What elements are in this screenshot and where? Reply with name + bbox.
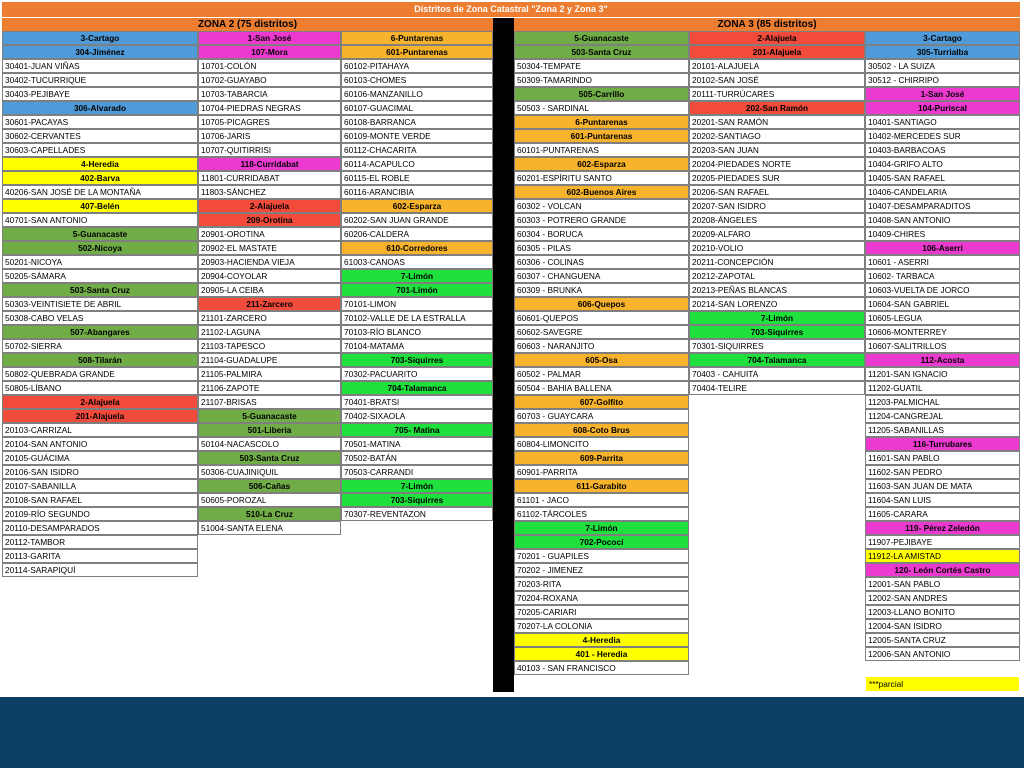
district-cell: 60102-PITAHAYA bbox=[341, 59, 493, 73]
district-cell: 10702-GUAYABO bbox=[198, 73, 341, 87]
district-cell: 12005-SANTA CRUZ bbox=[865, 633, 1020, 647]
district-cell: 21105-PALMIRA bbox=[198, 367, 341, 381]
district-cell: 10703-TABARCIA bbox=[198, 87, 341, 101]
district-cell: 10405-SAN RAFAEL bbox=[865, 171, 1020, 185]
district-cell: 11202-GUATIL bbox=[865, 381, 1020, 395]
district-cell: 10704-PIEDRAS NEGRAS bbox=[198, 101, 341, 115]
district-cell: 60116-ARANCIBIA bbox=[341, 185, 493, 199]
district-cell: 60112-CHACARITA bbox=[341, 143, 493, 157]
district-cell: 70101-LIMON bbox=[341, 297, 493, 311]
district-cell: 10606-MONTERREY bbox=[865, 325, 1020, 339]
district-cell: 70503-CARRANDI bbox=[341, 465, 493, 479]
district-cell: 40206-SAN JOSÉ DE LA MONTAÑA bbox=[2, 185, 198, 199]
region-header: 5-Guanacaste bbox=[514, 31, 689, 45]
district-cell: 70102-VALLE DE LA ESTRALLA bbox=[341, 311, 493, 325]
district-cell: 60304 - BORUCA bbox=[514, 227, 689, 241]
district-cell: 10707-QUITIRRISI bbox=[198, 143, 341, 157]
district-cell: 60201-ESPÍRITU SANTO bbox=[514, 171, 689, 185]
region-header: 701-Limón bbox=[341, 283, 493, 297]
district-cell: 70302-PACUARITO bbox=[341, 367, 493, 381]
district-cell: 12002-SAN ANDRES bbox=[865, 591, 1020, 605]
district-cell: 30601-PACAYAS bbox=[2, 115, 198, 129]
district-cell: 20105-GUÁCIMA bbox=[2, 451, 198, 465]
district-cell: 10403-BARBACOAS bbox=[865, 143, 1020, 157]
district-cell: 60103-CHOMES bbox=[341, 73, 493, 87]
district-cell: 50303-VEINTISIETE DE ABRIL bbox=[2, 297, 198, 311]
district-cell: 11205-SABANILLAS bbox=[865, 423, 1020, 437]
region-header: 606-Quepos bbox=[514, 297, 689, 311]
region-header: 3-Cartago bbox=[2, 31, 198, 45]
region-header: 508-Tilarán bbox=[2, 353, 198, 367]
region-header: 507-Abangares bbox=[2, 325, 198, 339]
district-cell: 60703 - GUAYCARA bbox=[514, 409, 689, 423]
district-cell: 11602-SAN PEDRO bbox=[865, 465, 1020, 479]
district-cell: 50605-POROZAL bbox=[198, 493, 341, 507]
district-cell: 10602- TARBACA bbox=[865, 269, 1020, 283]
district-cell: 70103-RÍO BLANCO bbox=[341, 325, 493, 339]
district-cell: 60502 - PALMAR bbox=[514, 367, 689, 381]
district-cell: 10406-CANDELARIA bbox=[865, 185, 1020, 199]
region-header: 703-Siquirres bbox=[341, 493, 493, 507]
region-header: 104-Puriscal bbox=[865, 101, 1020, 115]
district-cell: 60109-MONTE VERDE bbox=[341, 129, 493, 143]
district-cell: 60504 - BAHIA BALLENA bbox=[514, 381, 689, 395]
district-cell: 50205-SÁMARA bbox=[2, 269, 198, 283]
district-cell: 20113-GARITA bbox=[2, 549, 198, 563]
district-cell: 20901-OROTINA bbox=[198, 227, 341, 241]
district-cell: 20201-SAN RAMÓN bbox=[689, 115, 865, 129]
district-cell: 20904-COYOLAR bbox=[198, 269, 341, 283]
district-cell: 70202 - JIMENEZ bbox=[514, 563, 689, 577]
district-cell: 20214-SAN LORENZO bbox=[689, 297, 865, 311]
district-cell: 20107-SABANILLA bbox=[2, 479, 198, 493]
region-header: 4-Heredia bbox=[514, 633, 689, 647]
district-cell: 60601-QUEPOS bbox=[514, 311, 689, 325]
region-header: 601-Puntarenas bbox=[341, 45, 493, 59]
district-cell: 50309-TAMARINDO bbox=[514, 73, 689, 87]
region-header: 510-La Cruz bbox=[198, 507, 341, 521]
district-cell: 10401-SANTIAGO bbox=[865, 115, 1020, 129]
region-header: 503-Santa Cruz bbox=[514, 45, 689, 59]
district-cell: 70403 - CAHUITA bbox=[689, 367, 865, 381]
district-cell: 12004-SAN ISIDRO bbox=[865, 619, 1020, 633]
district-cell: 50201-NICOYA bbox=[2, 255, 198, 269]
region-header: 1-San José bbox=[865, 87, 1020, 101]
district-cell: 10402-MERCEDES SUR bbox=[865, 129, 1020, 143]
region-header: 506-Cañas bbox=[198, 479, 341, 493]
region-header: 608-Coto Brus bbox=[514, 423, 689, 437]
region-header: 6-Puntarenas bbox=[341, 31, 493, 45]
partial-note: ***parcial bbox=[866, 677, 1019, 691]
district-cell: 20104-SAN ANTONIO bbox=[2, 437, 198, 451]
district-cell: 20212-ZAPOTAL bbox=[689, 269, 865, 283]
district-cell: 30602-CERVANTES bbox=[2, 129, 198, 143]
region-header: 211-Zarcero bbox=[198, 297, 341, 311]
region-header: 304-Jiménez bbox=[2, 45, 198, 59]
region-header: 7-Limón bbox=[341, 269, 493, 283]
district-cell: 70201 - GUAPILES bbox=[514, 549, 689, 563]
district-cell: 60603 - NARANJITO bbox=[514, 339, 689, 353]
district-cell: 60305 - PILAS bbox=[514, 241, 689, 255]
district-cell: 40103 - SAN FRANCISCO bbox=[514, 661, 689, 675]
district-cell: 12001-SAN PABLO bbox=[865, 577, 1020, 591]
district-cell: 10408-SAN ANTONIO bbox=[865, 213, 1020, 227]
district-cell: 30401-JUAN VIÑAS bbox=[2, 59, 198, 73]
district-cell: 11801-CURRIDABAT bbox=[198, 171, 341, 185]
region-header: 502-Nicoya bbox=[2, 241, 198, 255]
region-header: 503-Santa Cruz bbox=[2, 283, 198, 297]
district-cell: 20103-CARRIZAL bbox=[2, 423, 198, 437]
district-cell: 20211-CONCEPCIÓN bbox=[689, 255, 865, 269]
district-cell: 20102-SAN JOSÉ bbox=[689, 73, 865, 87]
district-cell: 21103-TAPESCO bbox=[198, 339, 341, 353]
region-header: 503-Santa Cruz bbox=[198, 451, 341, 465]
district-cell: 60107-GUACIMAL bbox=[341, 101, 493, 115]
district-cell: 20905-LA CEIBA bbox=[198, 283, 341, 297]
district-cell: 30603-CAPELLADES bbox=[2, 143, 198, 157]
region-header: 306-Alvarado bbox=[2, 101, 198, 115]
region-header: 501-Liberia bbox=[198, 423, 341, 437]
region-header: 704-Talamanca bbox=[689, 353, 865, 367]
district-cell: 70205-CARIARI bbox=[514, 605, 689, 619]
district-cell: 60115-EL ROBLE bbox=[341, 171, 493, 185]
district-cell: 10407-DESAMPARADITOS bbox=[865, 199, 1020, 213]
region-header: 505-Carrillo bbox=[514, 87, 689, 101]
district-cell: 20101-ALAJUELA bbox=[689, 59, 865, 73]
region-header: 704-Talamanca bbox=[341, 381, 493, 395]
district-cell: 11203-PALMICHAL bbox=[865, 395, 1020, 409]
region-header: 401 - Heredia bbox=[514, 647, 689, 661]
district-cell: 20209-ALFARO bbox=[689, 227, 865, 241]
district-cell: 70502-BATÁN bbox=[341, 451, 493, 465]
zone-2-header: ZONA 2 (75 distritos) bbox=[2, 18, 493, 32]
district-cell: 60602-SAVEGRE bbox=[514, 325, 689, 339]
district-cell: 20213-PEÑAS BLANCAS bbox=[689, 283, 865, 297]
region-header: 116-Turrubares bbox=[865, 437, 1020, 451]
region-header: 611-Garabito bbox=[514, 479, 689, 493]
district-cell: 40701-SAN ANTONIO bbox=[2, 213, 198, 227]
district-cell: 61003-CANOAS bbox=[341, 255, 493, 269]
district-cell: 60108-BARRANCA bbox=[341, 115, 493, 129]
region-header: 3-Cartago bbox=[865, 31, 1020, 45]
zone-3-header: ZONA 3 (85 distritos) bbox=[514, 18, 1020, 32]
district-cell: 60306 - COLINAS bbox=[514, 255, 689, 269]
district-cell: 70501-MATINA bbox=[341, 437, 493, 451]
region-header: 2-Alajuela bbox=[689, 31, 865, 45]
region-header: 202-San Ramón bbox=[689, 101, 865, 115]
district-cell: 50802-QUEBRADA GRANDE bbox=[2, 367, 198, 381]
district-cell: 20108-SAN RAFAEL bbox=[2, 493, 198, 507]
district-cell: 20111-TURRÚCARES bbox=[689, 87, 865, 101]
region-header: 120- León Cortés Castro bbox=[865, 563, 1020, 577]
district-cell: 50304-TEMPATE bbox=[514, 59, 689, 73]
district-cell: 21104-GUADALUPE bbox=[198, 353, 341, 367]
region-header: 209-Orotina bbox=[198, 213, 341, 227]
district-cell: 30512 - CHIRRIPO bbox=[865, 73, 1020, 87]
district-cell: 70404-TELIRE bbox=[689, 381, 865, 395]
district-cell: 50702-SIERRA bbox=[2, 339, 198, 353]
district-cell: 60206-CALDERA bbox=[341, 227, 493, 241]
district-cell: 20114-SARAPIQUÍ bbox=[2, 563, 198, 577]
district-cell: 50503 - SARDINAL bbox=[514, 101, 689, 115]
region-header: 705- Matina bbox=[341, 423, 493, 437]
region-header: 107-Mora bbox=[198, 45, 341, 59]
district-cell: 60114-ACAPULCO bbox=[341, 157, 493, 171]
district-cell: 60804-LIMONCITO bbox=[514, 437, 689, 451]
district-cell: 21102-LAGUNA bbox=[198, 325, 341, 339]
region-header: 112-Acosta bbox=[865, 353, 1020, 367]
district-cell: 10604-SAN GABRIEL bbox=[865, 297, 1020, 311]
region-header: 5-Guanacaste bbox=[198, 409, 341, 423]
region-header: 2-Alajuela bbox=[2, 395, 198, 409]
district-cell: 60202-SAN JUAN GRANDE bbox=[341, 213, 493, 227]
region-header: 609-Parrita bbox=[514, 451, 689, 465]
zone-divider bbox=[493, 18, 514, 692]
region-header: 602-Buenos Aires bbox=[514, 185, 689, 199]
district-cell: 50306-CUAJINIQUIL bbox=[198, 465, 341, 479]
region-header: 7-Limón bbox=[514, 521, 689, 535]
district-cell: 20207-SAN ISIDRO bbox=[689, 199, 865, 213]
region-header: 702-Pococí bbox=[514, 535, 689, 549]
district-cell: 70307-REVENTAZON bbox=[341, 507, 493, 521]
district-cell: 20106-SAN ISIDRO bbox=[2, 465, 198, 479]
district-cell: 70401-BRATSI bbox=[341, 395, 493, 409]
district-cell: 12003-LLANO BONITO bbox=[865, 605, 1020, 619]
district-cell: 20204-PIEDADES NORTE bbox=[689, 157, 865, 171]
district-cell: 20208-ÁNGELES bbox=[689, 213, 865, 227]
region-header: 605-Osa bbox=[514, 353, 689, 367]
district-cell: 70301-SIQUIRRES bbox=[689, 339, 865, 353]
district-cell: 20903-HACIENDA VIEJA bbox=[198, 255, 341, 269]
district-cell: 20110-DESAMPARADOS bbox=[2, 521, 198, 535]
region-header: 106-Aserrí bbox=[865, 241, 1020, 255]
district-cell: 11604-SAN LUIS bbox=[865, 493, 1020, 507]
region-header: 601-Puntarenas bbox=[514, 129, 689, 143]
district-cell: 50805-LÍBANO bbox=[2, 381, 198, 395]
district-cell: 21107-BRISAS bbox=[198, 395, 341, 409]
region-header: 7-Limón bbox=[689, 311, 865, 325]
district-cell: 10705-PICAGRES bbox=[198, 115, 341, 129]
district-cell: 20109-RÍO SEGUNDO bbox=[2, 507, 198, 521]
region-header: 201-Alajuela bbox=[2, 409, 198, 423]
sheet-title: Distritos de Zona Catastral "Zona 2 y Zona 3" bbox=[2, 2, 1020, 17]
district-cell: 60302 - VOLCAN bbox=[514, 199, 689, 213]
region-header: 118-Curridabat bbox=[198, 157, 341, 171]
district-cell: 11803-SÁNCHEZ bbox=[198, 185, 341, 199]
district-cell: 50104-NACASCOLO bbox=[198, 437, 341, 451]
district-cell: 70104-MATAMA bbox=[341, 339, 493, 353]
district-cell: 30403-PEJIBAYE bbox=[2, 87, 198, 101]
region-header: 5-Guanacaste bbox=[2, 227, 198, 241]
district-cell: 11907-PEJIBAYE bbox=[865, 535, 1020, 549]
region-header: 7-Limón bbox=[341, 479, 493, 493]
district-cell: 20205-PIEDADES SUR bbox=[689, 171, 865, 185]
district-cell: 20203-SAN JUAN bbox=[689, 143, 865, 157]
region-header: 305-Turrialba bbox=[865, 45, 1020, 59]
district-cell: 10603-VUELTA DE JORCO bbox=[865, 283, 1020, 297]
district-cell: 61102-TÁRCOLES bbox=[514, 507, 689, 521]
region-header: 607-Golfito bbox=[514, 395, 689, 409]
slide-footer-band bbox=[0, 697, 1024, 768]
district-cell: 61101 - JACO bbox=[514, 493, 689, 507]
region-header: 402-Barva bbox=[2, 171, 198, 185]
district-cell: 30402-TUCURRIQUE bbox=[2, 73, 198, 87]
district-cell: 60901-PARRITA bbox=[514, 465, 689, 479]
region-header: 2-Alajuela bbox=[198, 199, 341, 213]
district-cell: 70207-LA COLONIA bbox=[514, 619, 689, 633]
region-header: 119- Pérez Zeledón bbox=[865, 521, 1020, 535]
district-cell: 11603-SAN JUAN DE MATA bbox=[865, 479, 1020, 493]
region-header: 610-Corredores bbox=[341, 241, 493, 255]
district-cell: 11912-LA AMISTAD bbox=[865, 549, 1020, 563]
district-cell: 20206-SAN RAFAEL bbox=[689, 185, 865, 199]
region-header: 602-Esparza bbox=[514, 157, 689, 171]
district-cell: 10701-COLÓN bbox=[198, 59, 341, 73]
region-header: 602-Esparza bbox=[341, 199, 493, 213]
district-cell: 60106-MANZANILLO bbox=[341, 87, 493, 101]
district-cell: 70402-SIXAOLA bbox=[341, 409, 493, 423]
district-cell: 10607-SALITRILLOS bbox=[865, 339, 1020, 353]
district-cell: 51004-SANTA ELENA bbox=[198, 521, 341, 535]
district-cell: 10601 - ASERRI bbox=[865, 255, 1020, 269]
district-cell: 12006-SAN ANTONIO bbox=[865, 647, 1020, 661]
district-cell: 70203-RITA bbox=[514, 577, 689, 591]
region-header: 201-Alajuela bbox=[689, 45, 865, 59]
district-cell: 30502 - LA SUIZA bbox=[865, 59, 1020, 73]
district-cell: 20112-TAMBOR bbox=[2, 535, 198, 549]
district-cell: 21101-ZARCERO bbox=[198, 311, 341, 325]
district-cell: 10404-GRIFO ALTO bbox=[865, 157, 1020, 171]
district-cell: 60309 - BRUNKA bbox=[514, 283, 689, 297]
district-cell: 20210-VOLIO bbox=[689, 241, 865, 255]
district-cell: 10409-CHIRES bbox=[865, 227, 1020, 241]
district-cell: 70204-ROXANA bbox=[514, 591, 689, 605]
region-header: 703-Siquirres bbox=[341, 353, 493, 367]
district-cell: 10605-LEGUA bbox=[865, 311, 1020, 325]
district-cell: 60307 - CHANGUENA bbox=[514, 269, 689, 283]
region-header: 4-Heredia bbox=[2, 157, 198, 171]
district-cell: 11601-SAN PABLO bbox=[865, 451, 1020, 465]
district-cell: 11204-CANGREJAL bbox=[865, 409, 1020, 423]
region-header: 703-Siquirres bbox=[689, 325, 865, 339]
district-cell: 21106-ZAPOTE bbox=[198, 381, 341, 395]
district-cell: 11201-SAN IGNACIO bbox=[865, 367, 1020, 381]
region-header: 407-Belén bbox=[2, 199, 198, 213]
region-header: 1-San José bbox=[198, 31, 341, 45]
district-cell: 11605-CARARA bbox=[865, 507, 1020, 521]
district-cell: 20202-SANTIAGO bbox=[689, 129, 865, 143]
district-cell: 10706-JARIS bbox=[198, 129, 341, 143]
district-cell: 60101-PUNTARENAS bbox=[514, 143, 689, 157]
region-header: 6-Puntarenas bbox=[514, 115, 689, 129]
district-cell: 50308-CABO VELAS bbox=[2, 311, 198, 325]
district-cell: 60303 - POTRERO GRANDE bbox=[514, 213, 689, 227]
district-cell: 20902-EL MASTATE bbox=[198, 241, 341, 255]
